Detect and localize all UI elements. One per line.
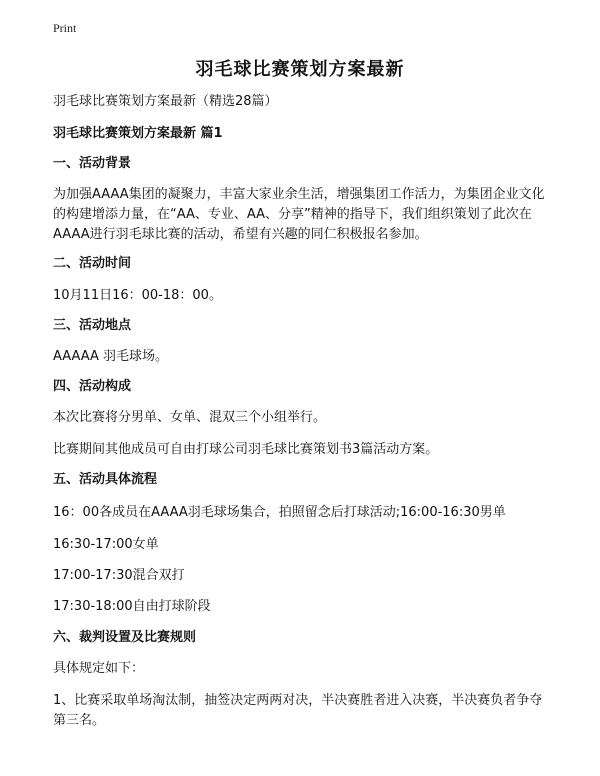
process-line-1: 16：00各成员在AAAA羽毛球场集合，拍照留念后打球活动;16:00-16:30男单: [53, 505, 506, 520]
print-label: Print: [53, 21, 77, 35]
rules-intro-text: 具体规定如下：: [53, 661, 145, 676]
section-heading-composition: 四、活动构成: [53, 379, 132, 394]
article-heading: 羽毛球比赛策划方案最新 篇1: [53, 126, 223, 141]
section-background-paragraph: 为加强AAAA集团的凝聚力，丰富大家业余生活，增强集团工作活力，为集团企业文化的构建增添力量，在“AA、专业、AA、分享”精神的指导下，我们组织策划了此次在AAAA进行羽毛球比赛的活动，希望有兴趣的同仁积极报名参加。: [53, 187, 545, 242]
process-line-3: 17:00-17:30混合双打: [53, 568, 185, 583]
section-heading-process: 五、活动具体流程: [53, 472, 158, 487]
rules-paragraph-1: 1、比赛采取单场淘汰制，抽签决定两两对决，半决赛胜者进入决赛，半决赛负者争夺第三名。: [53, 693, 543, 728]
section-heading-location: 三、活动地点: [53, 318, 132, 333]
section-composition-text-1: 本次比赛将分男单、女单、混双三个小组举行。: [53, 410, 327, 425]
section-time-text: 10月11日16：00-18：00。: [53, 288, 222, 303]
process-line-2: 16:30-17:00女单: [53, 537, 159, 552]
subtitle: 羽毛球比赛策划方案最新（精选28篇）: [53, 94, 278, 109]
section-location-text: AAAAA 羽毛球场。: [53, 349, 169, 364]
section-heading-rules: 六、裁判设置及比赛规则: [53, 630, 197, 645]
process-line-4: 17:30-18:00自由打球阶段: [53, 599, 211, 614]
document-title: 羽毛球比赛策划方案最新: [195, 59, 405, 80]
section-heading-time: 二、活动时间: [53, 256, 132, 271]
section-composition-text-2: 比赛期间其他成员可自由打球公司羽毛球比赛策划书3篇活动方案。: [53, 442, 439, 457]
section-heading-background: 一、活动背景: [53, 156, 132, 171]
